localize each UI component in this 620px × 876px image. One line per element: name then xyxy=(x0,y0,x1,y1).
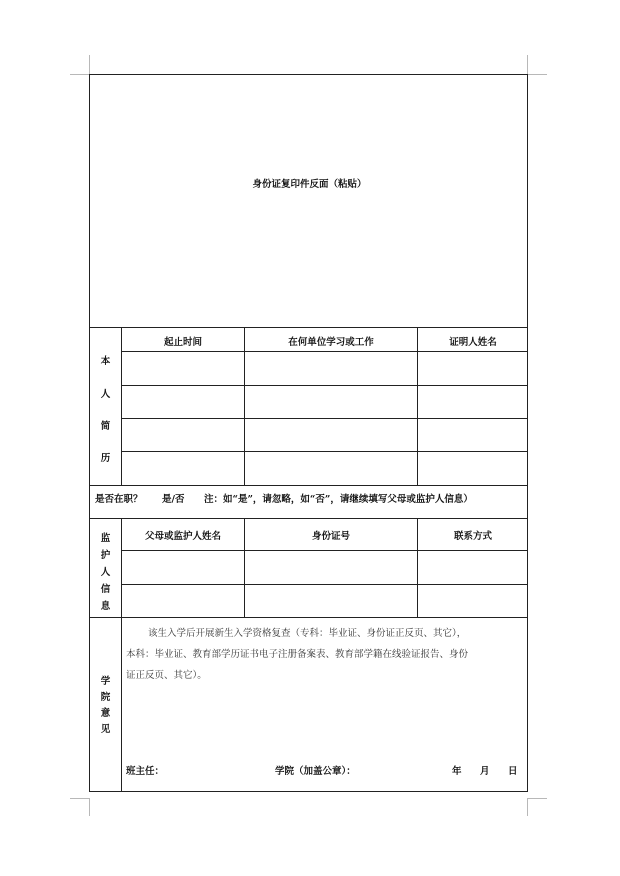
guardian-side-label-char: 人 xyxy=(100,567,111,578)
opinion-side-label-char: 意 xyxy=(100,708,111,719)
rule-photo-bottom xyxy=(90,327,528,328)
resume-side-label-char: 人 xyxy=(100,389,111,400)
guardian-side-label-char: 监 xyxy=(100,533,111,544)
rule-resume-row1 xyxy=(122,385,528,386)
rule-resume-row3 xyxy=(122,451,528,452)
date-day-label: 日 xyxy=(508,766,518,777)
college-stamp-label: 学院（加盖公章）： xyxy=(275,766,356,777)
registration-form-table xyxy=(89,74,528,792)
resume-header-workplace: 在何单位学习或工作 xyxy=(288,337,374,348)
resume-header-witness: 证明人姓名 xyxy=(449,337,497,348)
opinion-side-label-char: 院 xyxy=(100,692,111,703)
employment-question: 是否在职？ xyxy=(95,494,143,505)
opinion-paragraph-line: 证正反页、其它）。 xyxy=(126,670,207,681)
crop-mark-top-right-h xyxy=(528,74,547,75)
resume-side-label-char: 历 xyxy=(100,453,111,464)
crop-mark-top-right xyxy=(527,55,528,74)
resume-side-label-char: 简 xyxy=(100,421,111,432)
crop-mark-bottom-right xyxy=(527,798,528,816)
crop-mark-bottom-right-h xyxy=(528,798,547,799)
opinion-side-label-char: 见 xyxy=(100,724,111,735)
crop-mark-bottom-left xyxy=(89,798,90,816)
id-card-back-caption: 身份证复印件反面（粘贴） xyxy=(252,179,367,190)
rule-resume-row2 xyxy=(122,418,528,419)
rule-guardian-row1 xyxy=(122,584,528,585)
guardian-side-label-char: 息 xyxy=(100,601,111,612)
rule-opinion-side-col xyxy=(121,617,122,791)
rule-guardian-header xyxy=(122,550,528,551)
employment-note: 注：如“是”，请忽略，如“否”，请继续填写父母或监护人信息） xyxy=(204,494,473,505)
rule-side-label-col xyxy=(121,327,122,485)
opinion-paragraph-line: 该生入学后开展新生入学资格复查（专科：毕业证、身份证正反页、其它）， xyxy=(148,628,467,639)
guardian-side-label-char: 护 xyxy=(100,550,111,561)
class-director-label: 班主任： xyxy=(126,766,165,777)
rule-resume-header xyxy=(122,351,528,352)
rule-resume-bottom xyxy=(90,485,528,486)
rule-guardian-bottom xyxy=(90,617,528,618)
rule-employment-bottom xyxy=(90,518,528,519)
resume-header-period: 起止时间 xyxy=(163,337,202,348)
opinion-paragraph-line: 本科：毕业证、教育部学历证书电子注册备案表、教育部学籍在线验证报告、身份 xyxy=(126,649,469,660)
date-month-label: 月 xyxy=(480,766,490,777)
guardian-side-label-char: 信 xyxy=(100,584,111,595)
crop-mark-top-left-h xyxy=(70,74,89,75)
resume-side-label-char: 本 xyxy=(100,356,111,367)
rule-resume-col2 xyxy=(244,327,245,485)
guardian-header-contact: 联系方式 xyxy=(453,531,492,542)
crop-mark-top-left xyxy=(89,55,90,74)
crop-mark-bottom-left-h xyxy=(70,798,89,799)
opinion-side-label-char: 学 xyxy=(100,676,111,687)
guardian-header-id: 身份证号 xyxy=(311,531,350,542)
date-year-label: 年 xyxy=(452,766,462,777)
rule-resume-col3 xyxy=(417,327,418,485)
employment-options: 是/否 xyxy=(162,494,185,505)
guardian-header-name: 父母或监护人姓名 xyxy=(144,531,221,542)
